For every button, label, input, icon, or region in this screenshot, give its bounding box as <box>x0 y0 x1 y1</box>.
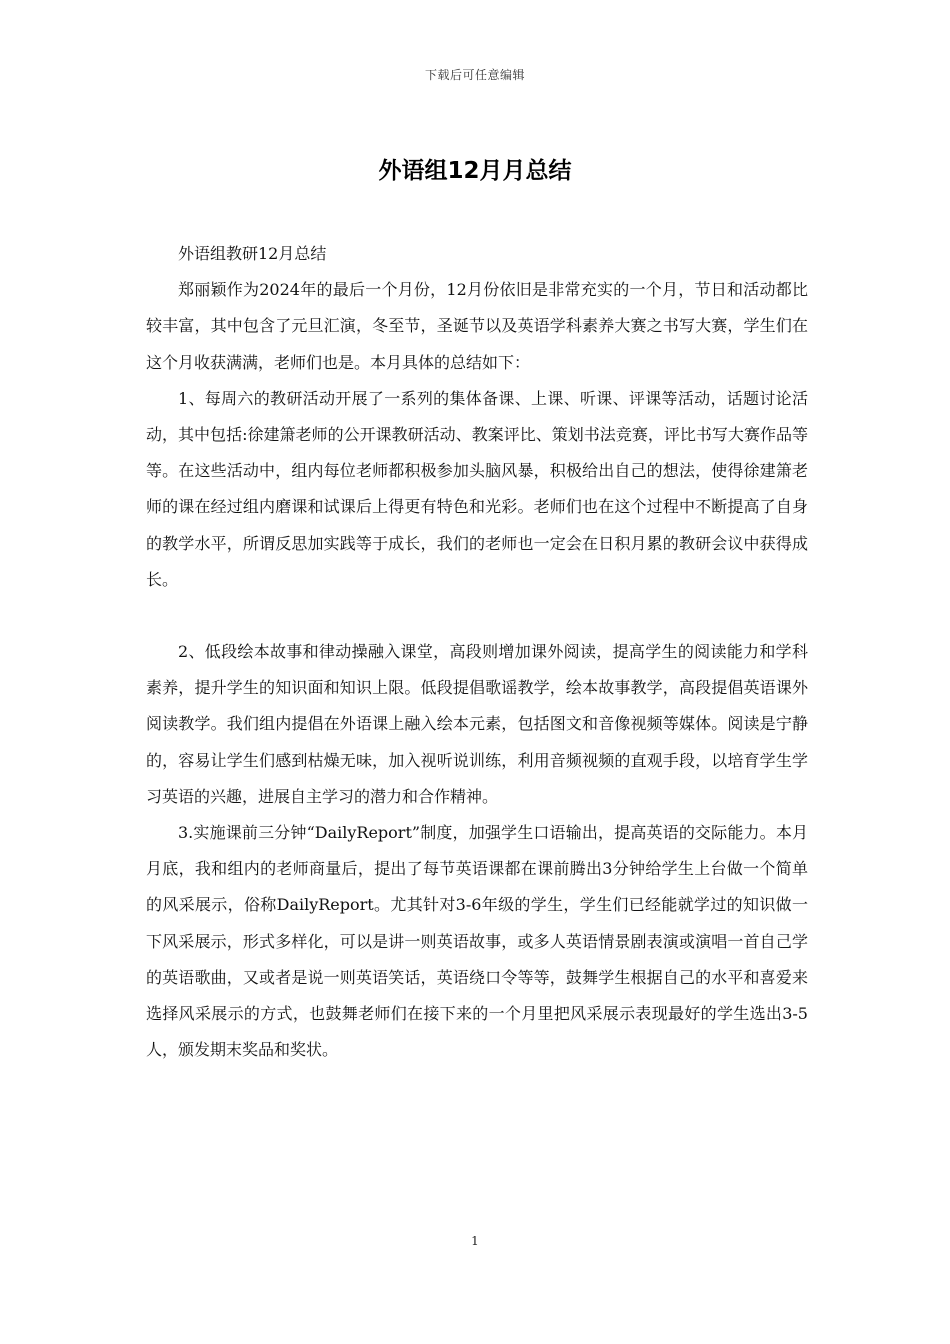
paragraph-intro: 郑丽颖作为2024年的最后一个月份，12月份依旧是非常充实的一个月，节日和活动都比较丰富，其中包含了元旦汇演，冬至节，圣诞节以及英语学科素养大赛之书写大赛，学生们在这个月收获满满，老师们也是。本月具体的总结如下： <box>146 280 808 372</box>
paragraph-item-3: 3.实施课前三分钟“DailyReport”制度，加强学生口语输出，提高英语的交际能力。本月月底，我和组内的老师商量后，提出了每节英语课都在课前腾出3分钟给学生上台做一个简单的风采展示，俗称DailyReport。尤其针对3-6年级的学生，学生们已经能就学过的知识做一下风采展示，形式多样化，可以是讲一则英语故事，或多人英语情景剧表演或演唱一首自己学的英语歌曲，又或者是说一则英语笑话，英语绕口令等等，鼓舞学生根据自己的水平和喜爱来选择风采展示的方式，也鼓舞老师们在接下来的一个月里把风采展示表现最好的学生选出3-5人，颁发期末奖品和奖状。 <box>146 823 808 1060</box>
page-number: 1 <box>471 1234 479 1248</box>
paragraph-item-1: 1、每周六的教研活动开展了一系列的集体备课、上课、听课、评课等活动，话题讨论活动，其中包括:徐建箫老师的公开课教研活动、教案评比、策划书法竞赛，评比书写大赛作品等等。在这些活动中，组内每位老师都积极参加头脑风暴，积极给出自己的想法，使得徐建箫老师的课在经过组内磨课和试课后上得更有特色和光彩。老师们也在这个过程中不断提高了自身的教学水平，所谓反思加实践等于成长，我们的老师也一定会在日积月累的教研会议中获得成长。 <box>146 388 808 589</box>
paragraph-item-2: 2、低段绘本故事和律动操融入课堂，高段则增加课外阅读，提高学生的阅读能力和学科素养，提升学生的知识面和知识上限。低段提倡歌谣教学，绘本故事教学，高段提倡英语课外阅读教学。我们组内提倡在外语课上融入绘本元素，包括图文和音像视频等媒体。阅读是宁静的，容易让学生们感到枯燥无味，加入视听说训练，利用音频视频的直观手段，以培育学生学习英语的兴趣，进展自主学习的潜力和合作精神。 <box>146 642 808 806</box>
paragraph-subtitle: 外语组教研12月总结 <box>178 244 327 263</box>
document-title: 外语组12月月总结 <box>378 158 572 184</box>
header-note: 下载后可任意编辑 <box>424 68 525 82</box>
document-body <box>146 236 808 1068</box>
